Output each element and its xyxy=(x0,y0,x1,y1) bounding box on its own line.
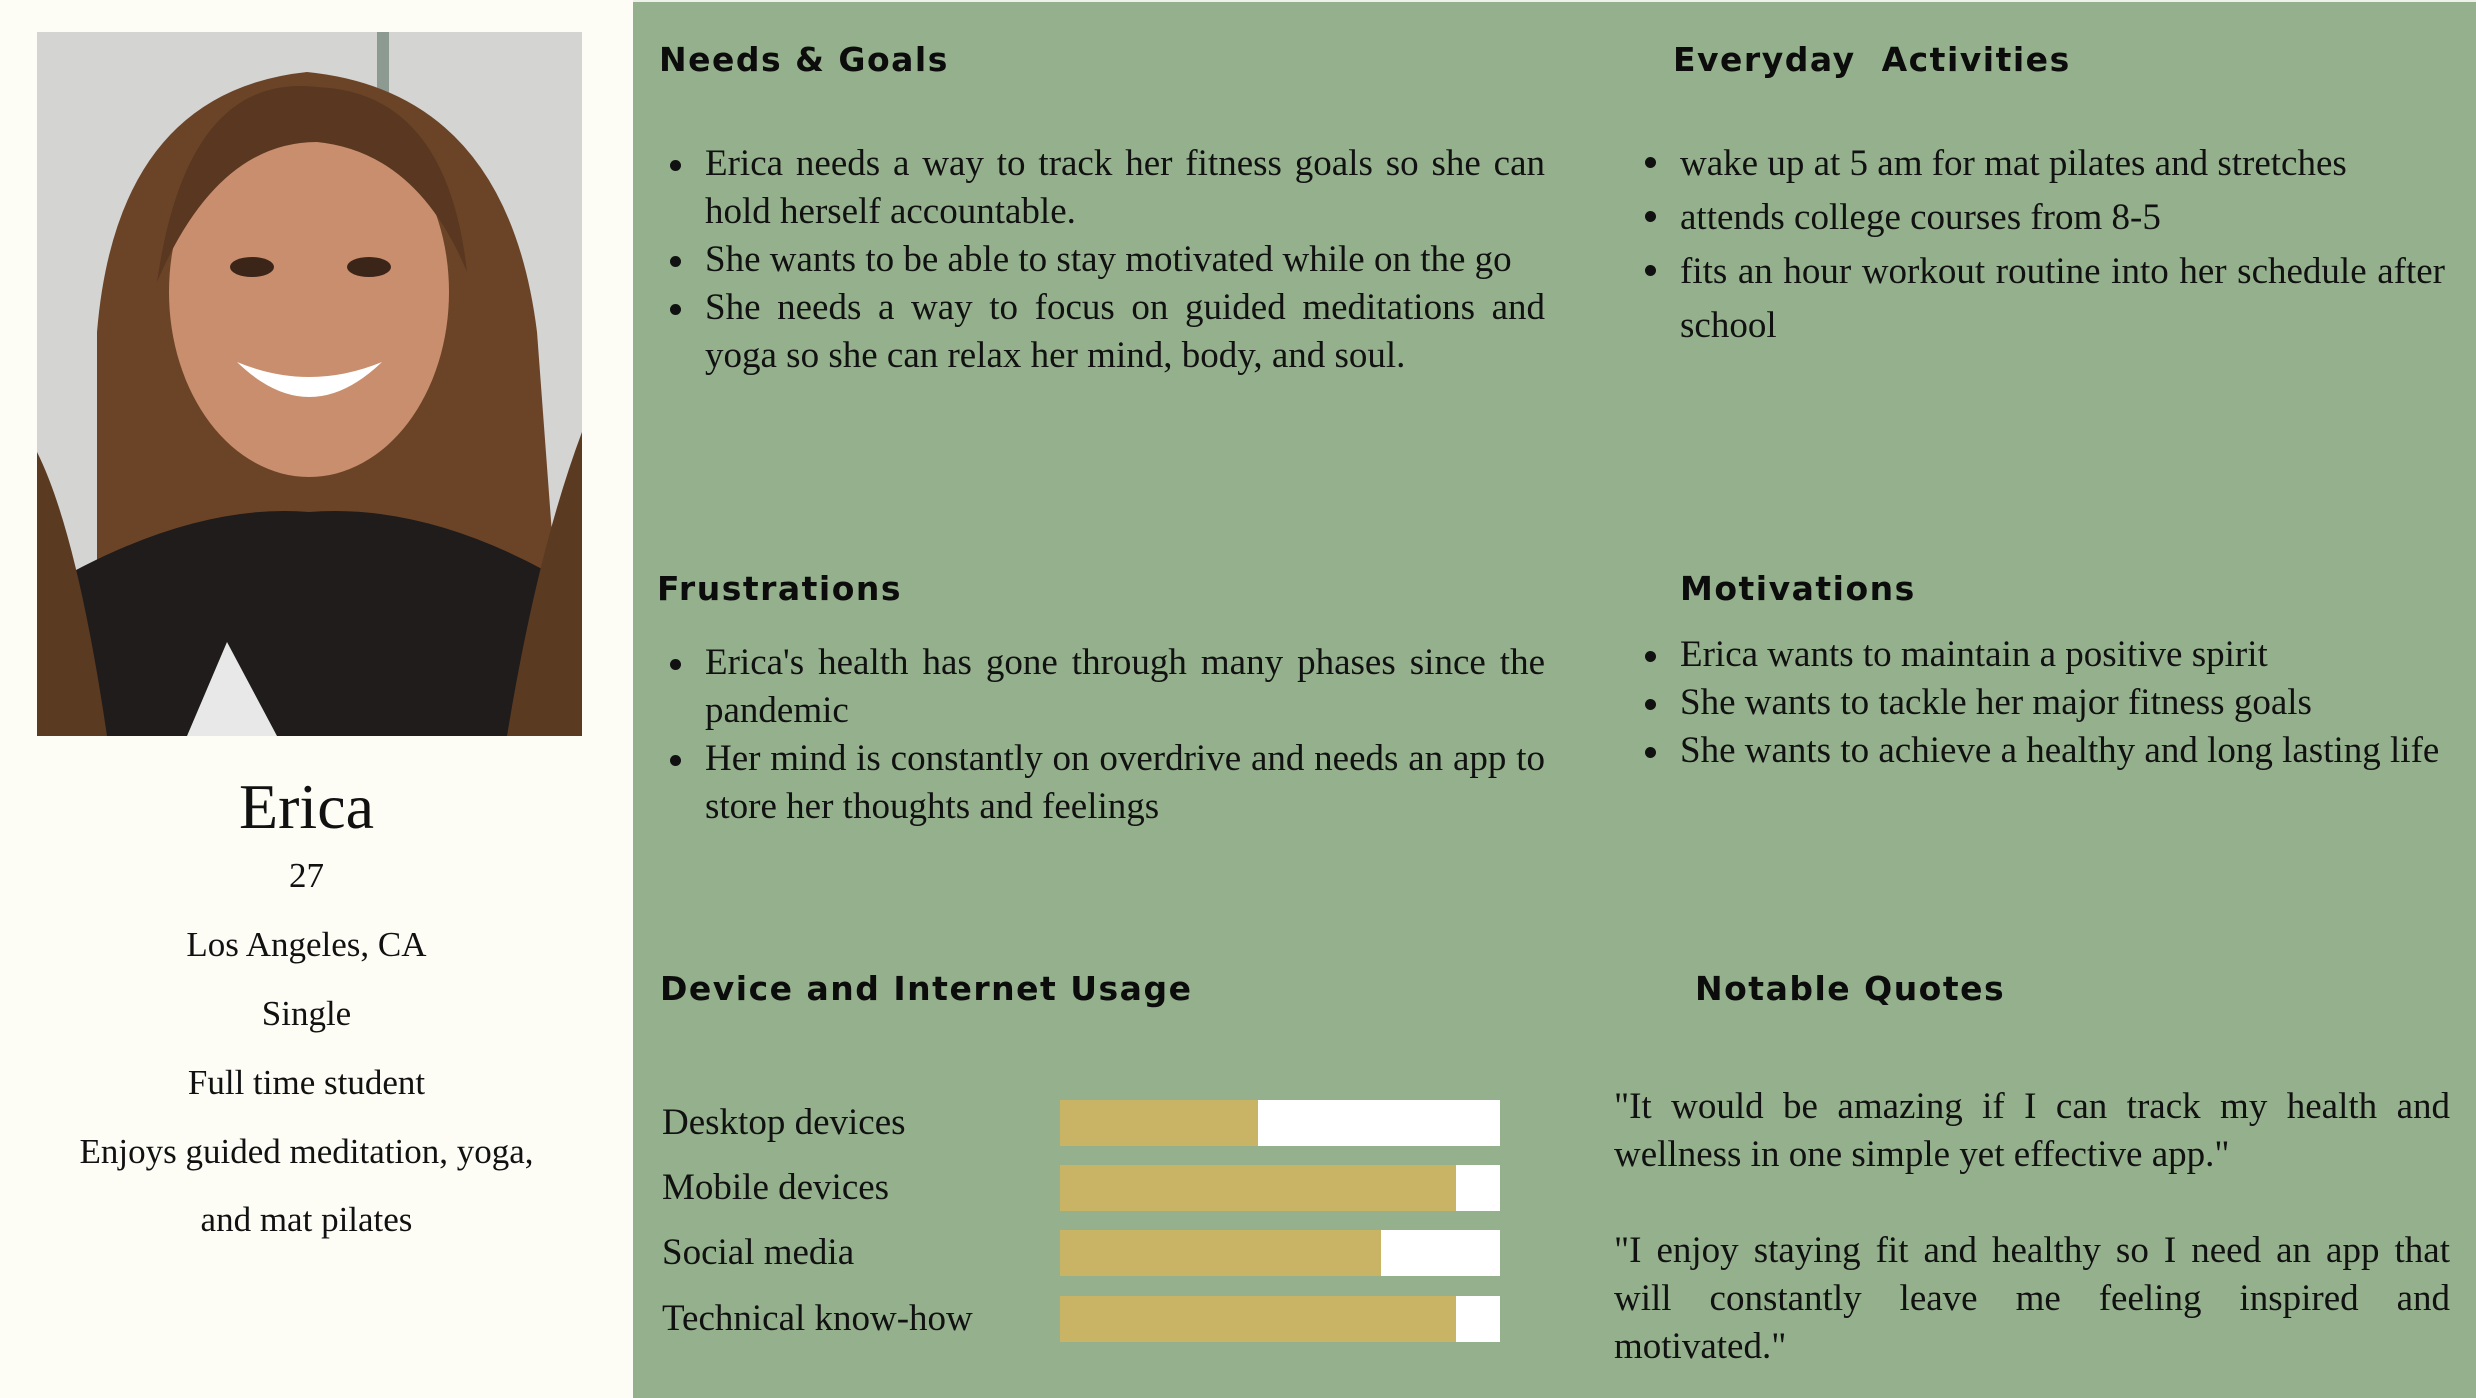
needs-goals-heading: Needs & Goals xyxy=(659,40,949,79)
persona-interests-line-2: and mat pilates xyxy=(200,1200,413,1239)
everyday-activities-heading: Everyday Activities xyxy=(1673,40,2071,79)
list-item: Her mind is constantly on overdrive and needs an app to store her thoughts and feelings xyxy=(660,735,1545,831)
profile-photo xyxy=(37,32,582,736)
frustrations-list xyxy=(660,639,1545,831)
persona-age: 27 xyxy=(289,856,324,895)
list-item: attends college courses from 8-5 xyxy=(1635,191,2445,245)
motivations-list xyxy=(1635,631,2445,775)
usage-bar-fill xyxy=(1060,1100,1258,1146)
usage-label: Technical know-how xyxy=(662,1298,973,1339)
usage-bar-track xyxy=(1060,1296,1500,1342)
list-item: fits an hour workout routine into her schedule after school xyxy=(1635,245,2445,353)
usage-bar-fill xyxy=(1060,1165,1456,1211)
device-usage-heading: Device and Internet Usage xyxy=(660,969,1193,1008)
list-item: wake up at 5 am for mat pilates and stretches xyxy=(1635,137,2445,191)
everyday-activities-list xyxy=(1635,137,2445,353)
quote-2: "I enjoy staying fit and healthy so I need an app that will constantly leave me feeling inspired and motivated." xyxy=(1614,1230,2450,1367)
usage-bar-fill xyxy=(1060,1230,1381,1276)
profile-panel xyxy=(0,0,633,1398)
usage-row xyxy=(662,1098,1502,1148)
list-item: Erica wants to maintain a positive spirit xyxy=(1635,631,2445,679)
persona-relationship-status: Single xyxy=(261,994,352,1033)
needs-goals-list xyxy=(660,140,1545,380)
list-item: She wants to be able to stay motivated while on the go xyxy=(660,236,1545,284)
list-item: She wants to achieve a healthy and long lasting life xyxy=(1635,727,2445,775)
usage-row xyxy=(662,1163,1502,1213)
quote-1: "It would be amazing if I can track my health and wellness in one simple yet effective app." xyxy=(1614,1086,2450,1175)
usage-bar-track xyxy=(1060,1165,1500,1211)
usage-label: Desktop devices xyxy=(662,1102,906,1143)
persona-interests-line-1: Enjoys guided meditation, yoga, xyxy=(79,1132,534,1171)
frustrations-heading: Frustrations xyxy=(657,569,903,608)
usage-bar-track xyxy=(1060,1230,1500,1276)
usage-row xyxy=(662,1228,1502,1278)
persona-location: Los Angeles, CA xyxy=(186,925,427,964)
persona-occupation: Full time student xyxy=(187,1063,426,1102)
list-item: She wants to tackle her major fitness goals xyxy=(1635,679,2445,727)
usage-row xyxy=(662,1294,1502,1344)
usage-bar-track xyxy=(1060,1100,1500,1146)
motivations-heading: Motivations xyxy=(1680,569,1916,608)
notable-quotes-heading: Notable Quotes xyxy=(1695,969,2006,1008)
list-item: She needs a way to focus on guided meditations and yoga so she can relax her mind, body, and soul. xyxy=(660,284,1545,380)
list-item: Erica's health has gone through many phases since the pandemic xyxy=(660,639,1545,735)
usage-bar-fill xyxy=(1060,1296,1456,1342)
usage-label: Mobile devices xyxy=(662,1167,890,1208)
usage-label: Social media xyxy=(662,1232,855,1273)
persona-name: Erica xyxy=(239,771,374,842)
list-item: Erica needs a way to track her fitness goals so she can hold herself accountable. xyxy=(660,140,1545,236)
